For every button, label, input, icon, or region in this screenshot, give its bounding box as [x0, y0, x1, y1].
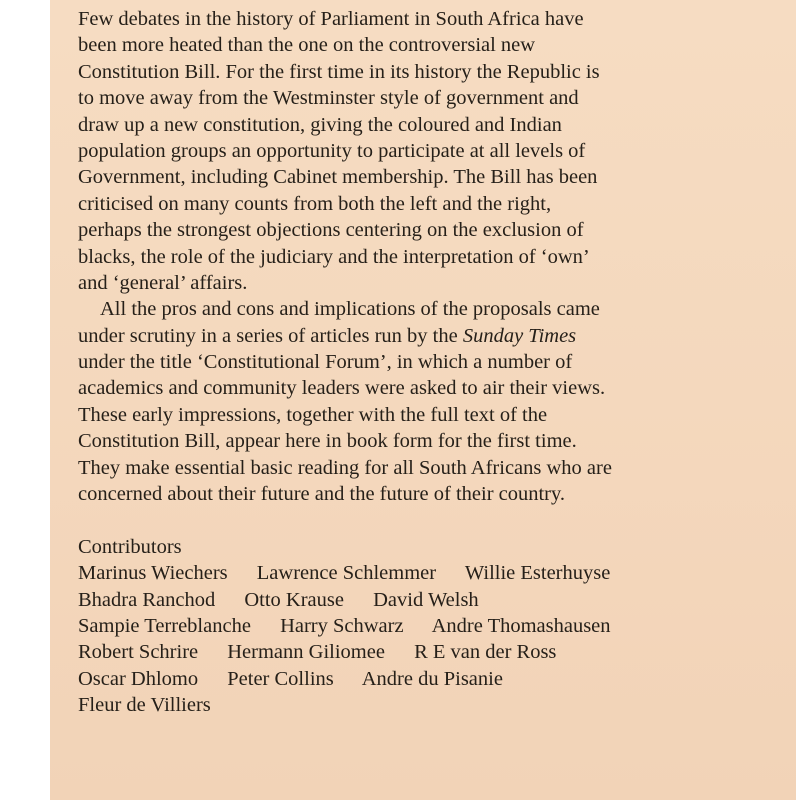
- contributor-name: Otto Krause: [244, 588, 344, 611]
- intro-paragraph: [78, 6, 778, 296]
- text-line: been more heated than the one on the controversial new: [78, 34, 536, 57]
- text-line: Few debates in the history of Parliament in South Africa have: [78, 8, 584, 30]
- contributor-row: [78, 692, 778, 718]
- text-line: perhaps the strongest objections centering on the exclusion of: [78, 219, 584, 242]
- contributors-heading: Contributors: [78, 535, 182, 558]
- text-line: under the title ‘Constitutional Forum’, in which a number of: [78, 351, 573, 374]
- contributor-name: Fleur de Villiers: [78, 694, 211, 717]
- contributor-name: Andre du Pisanie: [361, 667, 503, 690]
- contributor-row: [78, 666, 778, 692]
- contributor-name: Peter Collins: [227, 667, 334, 690]
- text-segment: under scrutiny in a series of articles run by the: [78, 324, 463, 347]
- contributor-name: David Welsh: [373, 588, 479, 611]
- contributor-row: [78, 613, 778, 639]
- text-line: [78, 323, 778, 349]
- text-line: draw up a new constitution, giving the coloured and Indian: [78, 113, 562, 136]
- text-line: academics and community leaders were asked to air their views.: [78, 377, 606, 400]
- newspaper-title: Sunday Times: [462, 324, 577, 347]
- contributor-name: R E van der Ross: [414, 641, 557, 664]
- contributor-name: Sampie Terreblanche: [78, 614, 251, 637]
- text-line: They make essential basic reading for all South Africans who are: [78, 456, 612, 479]
- text-line: and ‘general’ affairs.: [78, 271, 248, 294]
- contributor-row: [78, 560, 778, 586]
- contributor-name: Lawrence Schlemmer: [256, 562, 437, 585]
- text-line: These early impressions, together with the full text of the: [78, 403, 548, 426]
- contributor-name: Willie Esterhuyse: [464, 562, 611, 585]
- contributor-name: Robert Schrire: [78, 641, 199, 664]
- text-line: blacks, the role of the judiciary and the interpretation of ‘own’: [78, 245, 590, 268]
- book-back-cover: [50, 0, 796, 800]
- contributor-name: Oscar Dhlomo: [78, 667, 199, 690]
- contributors-section: [78, 534, 778, 719]
- summary-paragraph: [78, 296, 778, 507]
- paragraph-spacer: [78, 507, 778, 533]
- text-line: to move away from the Westminster style of government and: [78, 87, 579, 110]
- text-line: concerned about their future and the future of their country.: [78, 483, 566, 506]
- contributor-row: [78, 587, 778, 613]
- contributor-name: Marinus Wiechers: [78, 562, 228, 585]
- text-line: Government, including Cabinet membership. The Bill has been: [78, 166, 598, 189]
- contributor-row: [78, 639, 778, 665]
- text-line: Constitution Bill, appear here in book form for the first time.: [78, 430, 577, 453]
- contributor-name: Hermann Giliomee: [227, 641, 385, 664]
- text-line: All the pros and cons and implications of the proposals came: [100, 298, 600, 321]
- text-line: criticised on many counts from both the left and the right,: [78, 192, 552, 215]
- blurb-text-column: [78, 6, 778, 719]
- text-line: population groups an opportunity to participate at all levels of: [78, 139, 586, 162]
- contributor-name: Bhadra Ranchod: [78, 588, 216, 611]
- contributor-name: Harry Schwarz: [280, 614, 404, 637]
- contributor-name: Andre Thomashausen: [431, 614, 611, 637]
- text-line: Constitution Bill. For the first time in its history the Republic is: [78, 60, 600, 83]
